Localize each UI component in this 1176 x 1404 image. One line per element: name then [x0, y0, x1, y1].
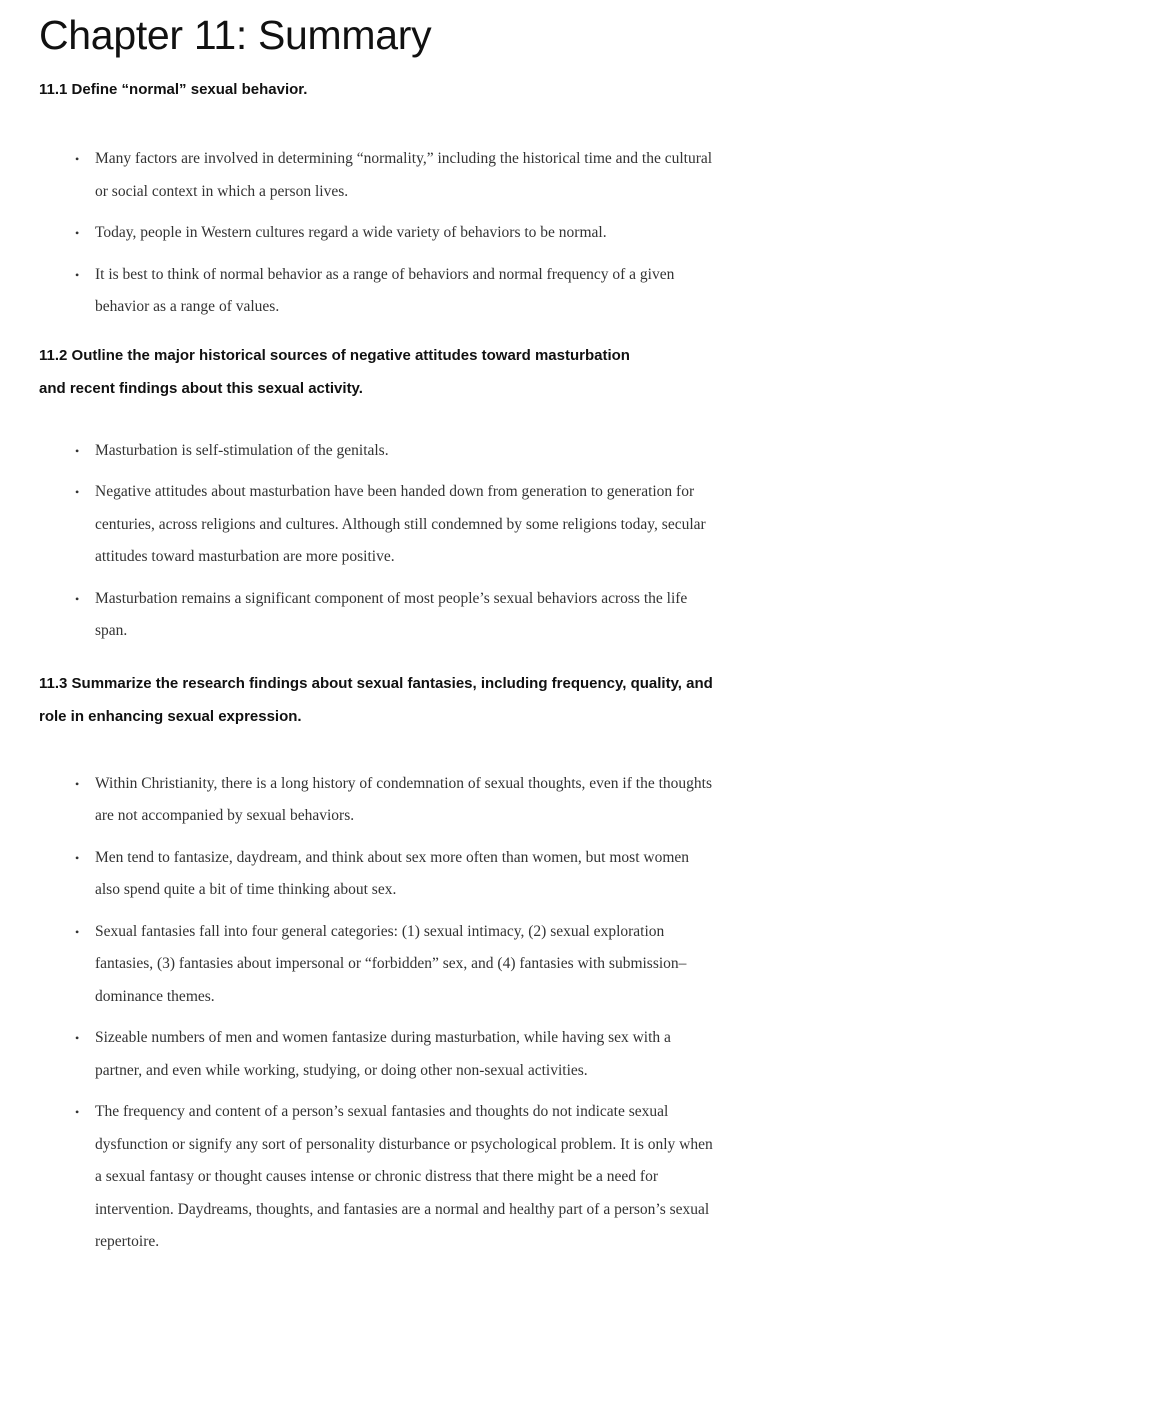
- list-item: [75, 768, 715, 833]
- bullet-text: Many factors are involved in determining “normality,” including the historical time and the cultural or social context in which a person lives.: [95, 150, 713, 200]
- bullet-icon: •: [75, 850, 80, 865]
- bullet-text: Sexual fantasies fall into four general categories: (1) sexual intimacy, (2) sexual exploration fantasies, (3) fantasies about impersonal or “forbidden” sex, and (4) fantasies with submission–dominance themes.: [95, 922, 687, 1005]
- list-item: [75, 842, 715, 907]
- bullet-text: The frequency and content of a person’s sexual fantasies and thoughts do not indicate sexual dysfunction or signify any sort of personality disturbance or psychological problem. It is only when a sexual fantasy or thought causes intense or chronic distress that there might be a need for intervention. Daydreams, thoughts, and fantasies are a normal and healthy part of a person’s sexual repertoire.: [95, 1103, 713, 1250]
- list-item: [75, 259, 715, 324]
- bullet-icon: •: [75, 1105, 80, 1119]
- list-item: [75, 916, 715, 1014]
- bullet-list-11-1: [39, 143, 729, 324]
- document-page: [39, 0, 729, 1268]
- bullet-icon: •: [75, 443, 80, 458]
- section-heading-11-3: 11.3 Summarize the research findings about sexual fantasies, including frequency, quality, and role in enhancing sexual expression.: [39, 674, 713, 725]
- bullet-icon: •: [75, 924, 80, 939]
- bullet-list-11-2: [39, 435, 729, 648]
- section-heading-11-2: 11.2 Outline the major historical sources of negative attitudes toward masturbation and recent findings about this sexual activity.: [39, 346, 630, 397]
- list-item: [75, 1096, 715, 1259]
- bullet-icon: •: [75, 1031, 80, 1045]
- bullet-icon: •: [75, 776, 80, 791]
- list-item: [75, 583, 715, 648]
- bullet-text: Men tend to fantasize, daydream, and think about sex more often than women, but most women also spend quite a bit of time thinking about sex.: [95, 848, 690, 898]
- bullet-text: Negative attitudes about masturbation have been handed down from generation to generation for centuries, across religions and cultures. Although still condemned by some religions today, secular attitudes toward masturbation are more positive.: [95, 483, 706, 565]
- list-item: [75, 1022, 715, 1087]
- bullet-text: Within Christianity, there is a long history of condemnation of sexual thoughts, even if the thoughts are not accompanied by sexual behaviors.: [95, 774, 712, 824]
- bullet-list-11-3: [39, 768, 729, 1259]
- bullet-text: Today, people in Western cultures regard a wide variety of behaviors to be normal.: [95, 224, 607, 241]
- bullet-icon: •: [75, 152, 80, 166]
- page-title: Chapter 11: Summary: [39, 12, 432, 58]
- bullet-text: Masturbation is self-stimulation of the genitals.: [95, 441, 389, 459]
- bullet-text: Masturbation remains a significant component of most people’s sexual behaviors across the life span.: [95, 589, 688, 639]
- section-heading-11-1: 11.1 Define “normal” sexual behavior.: [39, 81, 308, 98]
- bullet-icon: •: [75, 267, 80, 282]
- list-item: [75, 435, 715, 468]
- bullet-text: It is best to think of normal behavior as a range of behaviors and normal frequency of a given behavior as a range of values.: [95, 265, 675, 315]
- bullet-icon: •: [75, 226, 80, 240]
- bullet-text: Sizeable numbers of men and women fantasize during masturbation, while having sex with a partner, and even while working, studying, or doing other non-sexual activities.: [95, 1029, 671, 1079]
- bullet-icon: •: [75, 485, 80, 499]
- list-item: [75, 217, 715, 250]
- list-item: [75, 476, 715, 574]
- bullet-icon: •: [75, 591, 80, 606]
- list-item: [75, 143, 715, 208]
